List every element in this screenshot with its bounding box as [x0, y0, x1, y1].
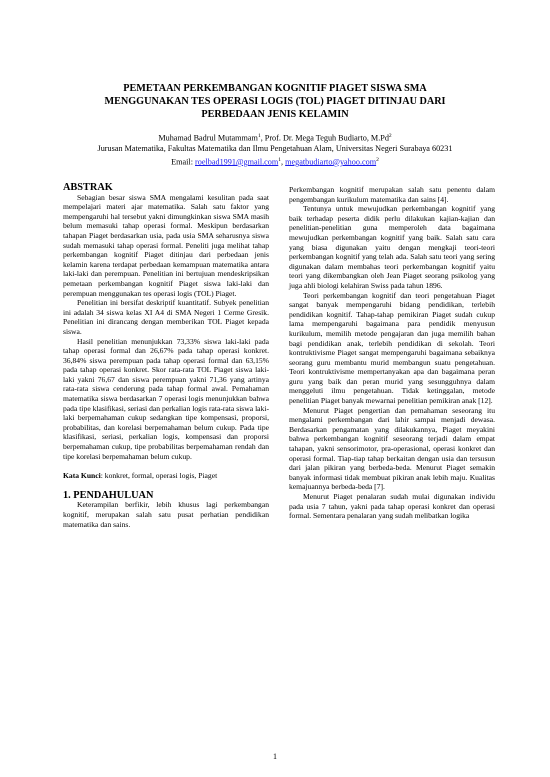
email-link-1[interactable]: roelbad1991@gmail.com — [195, 157, 279, 167]
abstract-heading: ABSTRAK — [63, 182, 113, 193]
abstract-paragraph: Penelitian ini bersifat deskriptif kuantitatif. Subyek penelitian ini adalah 34 siswa kelas XI A4 di SMA Negeri 1 Cerme Gresik. Penelitian ini dirancang dengan memberikan TOL Piaget kepada siswa. — [63, 298, 269, 336]
body-paragraph: Menurut Piaget penalaran sudah mulai digunakan individu pada usia 7 tahun, yakni pada tahap operasi konkret dan operasi formal. Sementara penalaran yang sudah melibatkan logika — [289, 492, 495, 521]
author-1: Muhamad Badrul Mutammam — [158, 133, 258, 143]
body-paragraph: Menurut Piaget pengertian dan pemahaman seseorang itu mengalami perkembangan dari lahir sampai menjadi dewasa. Berdasarkan pengamatan yang dilakukannya, Piaget meyakini bahwa perkembangan kognitif seseorang terjadi dalam empat tahapan, yakni sensorimotor, pra-operasional, operasi konkret dan operasi formal. Tiap-tiap tahap berkaitan dengan usia dan tersusun dari jalan pikiran yang berbeda-beda. Menurut Piaget semakin banyak informasi tidak membuat pikiran anak lebih maju. Kualitas kemajuannya berbeda-beda [7]. — [289, 405, 495, 492]
keywords-label: Kata Kunci — [63, 471, 101, 481]
author-2: Prof. Dr. Mega Teguh Budiarto, M.Pd — [264, 133, 389, 143]
author-1-marker: 1 — [257, 133, 261, 139]
author-2-marker: 2 — [388, 133, 392, 139]
author-block — [40, 131, 510, 168]
email-1-marker: 1 — [278, 156, 282, 163]
right-column — [289, 185, 495, 521]
title-line: PERBEDAAN JENIS KELAMIN — [201, 109, 349, 120]
keywords-text: : konkret, formal, operasi logis, Piaget — [100, 471, 218, 481]
body-paragraph: Tentunya untuk mewujudkan perkembangan kognitif yang baik terhadap peserta didik perlu dilakukan kajian-kajian dan penelitian-penelitian guna memperoleh data bagaimana mewujudkan perkembangan kognitif yang baik. Salah satu cara yang biasa digunakan yaitu dengan mengkaji teori-teori perkembangan kognitif yang telah ada. Salah satu teori yang sering digunakan dalam membahas teori perkembangan kognitif yaitu teori yang dikembangkan oleh Jean Piaget seorang psikolog yang juga ahli biologi kelahiran Swiss pada tahun 1896. — [289, 204, 495, 290]
page-number: 1 — [273, 752, 277, 761]
email-separator: , — [281, 157, 286, 167]
email-link-2[interactable]: megatbudiarto@yahoo.com — [285, 157, 377, 167]
keywords — [63, 471, 269, 481]
title-line: PEMETAAN PERKEMBANGAN KOGNITIF PIAGET SISWA SMA — [123, 83, 427, 94]
body-paragraph: Perkembangan kognitif merupakan salah satu penentu dalam pengembangan kurikulum matematika dan sains [4]. — [289, 185, 495, 204]
email-label: Email: — [171, 157, 196, 167]
abstract-paragraph: Sebagian besar siswa SMA mengalami kesulitan pada saat mempelajari materi ajar matematika. Salah satu faktor yang mempengaruhi hal tersebut yakni dimungkinkan siswa SMA masih belum memasuki tahap operasi formal. Meskipun berdasarkan tahapan Piaget berdasarkan usia, pada usia SMA seharusnya siswa sudah memasuki tahap operasi formal. Peneliti juga melihat tahap perkembangan kognitif Piaget ditinjau dari perbedaan jenis kelamin karena terdapat perbedaan kemampuan matematika antara laki-laki dan perempuan. Penelitian ini bertujuan mendeskripsikan pemetaan perkembangan kognitif Piaget siswa laki-laki dan perempuan menggunakan tes operasi logis (TOL) Piaget. — [63, 192, 269, 298]
paper-title — [60, 82, 490, 121]
author-separator: , — [260, 133, 265, 143]
email-2-marker: 2 — [376, 156, 379, 163]
body-paragraph: Teori perkembangan kognitif dan teori pengetahuan Piaget sangat banyak mempengaruhi bidang pendidikan, terlebih pendidikan kognitif. Tahap-tahap pemikiran Piaget sudah cukup lama mempengaruhi bagaimana para pendidik menyusun kurikulum, memilih metode pengajaran dan juga memilih bahan bagi pendidikan anak, terlebih pendidikan di sekolah. Teori kontruktivisme Piaget sangat mempengaruhi bagaimana sebaiknya seorang guru membantu murid membangun suatu pengetahuan. Teori kontruktivisme mempertanyakan apa dan bagaimana peran guru yang baik dan peran murid yang sesungguhnya dalam menggeluti ilmu pengetahuan. Tidak ketinggalan, metode penelitian Piaget banyak mewarnai penelitian pemikiran anak [12]. — [289, 290, 495, 406]
title-line: MENGGUNAKAN TES OPERASI LOGIS (TOL) PIAGET DITINJAU DARI — [104, 96, 446, 107]
author-names — [40, 131, 510, 144]
affiliation: Jurusan Matematika, Fakultas Matematika dan Ilmu Pengetahuan Alam, Universitas Negeri Surabaya 60231 — [97, 144, 453, 154]
email-line — [40, 155, 510, 168]
section-heading-pendahuluan: 1. PENDAHULUAN — [63, 489, 154, 501]
pendahuluan-paragraph: Keterampilan berfikir, lebih khusus lagi perkembangan kognitif, merupakan salah satu pusat perhatian pendidikan matematika dan sains. — [63, 500, 269, 529]
abstract-paragraph: Hasil penelitian menunjukkan 73,33% siswa laki-laki pada tahap operasi formal dan 26,67% pada tahap operasi konkret. 36,84% siswa perempuan pada tahap operasi formal dan 63,15% pada tahap operasi konkret. Skor rata-rata TOL Piaget siswa laki-laki yakni 76,67 dan siswa perempuan yakni 71,36 yang artinya rata-rata siswa cenderung pada tahap formal awal. Pemahaman matematika siswa berdasarkan 7 operasi logis menunjukkan bahwa pada tipe klasifikasi, seriasi dan perkalian logis rata-rata siswa laki-laki berpemahaman cukup sedangkan tipe kompensasi, proporsi, probabilitas, dan korelasi berpemahaman belum cukup. Pada tipe klasifikasi, seriasi, perkalian logis, kompensasi dan proporsi berpemahaman cukup, tipe probabilitas berpemahaman rendah dan tipe korelasi berpemahaman belum cukup. — [63, 336, 269, 461]
left-column — [63, 183, 269, 529]
